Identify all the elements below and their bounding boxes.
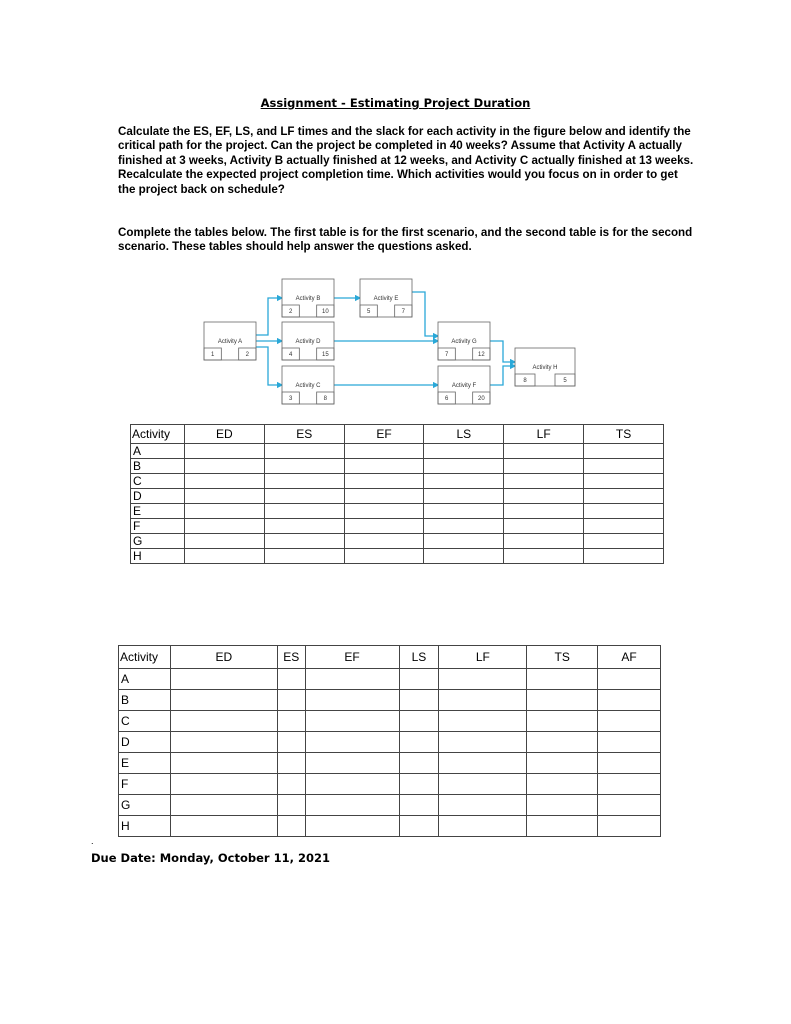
column-header: ES — [264, 425, 344, 444]
table-row — [119, 690, 661, 711]
input-cell-ts[interactable] — [584, 534, 664, 549]
activity-cell: D — [131, 489, 185, 504]
activity-cell: G — [131, 534, 185, 549]
table-row — [131, 519, 664, 534]
input-cell-es[interactable] — [277, 732, 305, 753]
input-cell-ef[interactable] — [305, 690, 399, 711]
input-cell-lf[interactable] — [439, 795, 527, 816]
input-cell-ls[interactable] — [424, 534, 504, 549]
scenario-2-table — [118, 645, 661, 837]
column-header: LF — [504, 425, 584, 444]
activity-node-d — [282, 322, 334, 360]
input-cell-ef[interactable] — [344, 444, 424, 459]
input-cell-ts[interactable] — [527, 795, 598, 816]
input-cell-ef[interactable] — [344, 519, 424, 534]
input-cell-lf[interactable] — [439, 690, 527, 711]
input-cell-ed[interactable] — [184, 444, 264, 459]
activity-label: Activity F — [451, 383, 477, 389]
input-cell-ef[interactable] — [344, 459, 424, 474]
activity-duration: 5 — [563, 378, 567, 384]
table-row — [131, 444, 664, 459]
input-cell-ls[interactable] — [424, 459, 504, 474]
input-cell-es[interactable] — [277, 774, 305, 795]
input-cell-ts[interactable] — [527, 732, 598, 753]
input-cell-ts[interactable] — [527, 669, 598, 690]
input-cell-ls[interactable] — [399, 774, 439, 795]
header-row — [131, 425, 664, 444]
activity-label: Activity D — [295, 339, 321, 345]
input-cell-ts[interactable] — [584, 519, 664, 534]
input-cell-ef[interactable] — [344, 504, 424, 519]
table-row — [131, 459, 664, 474]
activity-node-g — [438, 322, 490, 360]
activity-number: 3 — [288, 396, 293, 402]
instructions-paragraph: Calculate the ES, EF, LS, and LF times and the slack for each activity in the figure below and identify the critical path for the project. Can the project be completed in 40 weeks? Assume that Activity A actually finished at 3 weeks, Activity B actually finished at 12 weeks, and Activity C actually finished at 13 weeks. Recalculate the expected project completion time. Which activities would you focus on in order to get the project back on schedule? — [118, 125, 694, 196]
input-cell-ed[interactable] — [184, 489, 264, 504]
activity-duration: 8 — [323, 396, 328, 402]
table-row — [131, 489, 664, 504]
input-cell-ls[interactable] — [424, 489, 504, 504]
input-cell-ed[interactable] — [170, 732, 277, 753]
input-cell-af[interactable] — [598, 669, 661, 690]
activity-cell: H — [119, 816, 171, 837]
header-row — [119, 646, 661, 669]
input-cell-af[interactable] — [598, 816, 661, 837]
input-cell-ls[interactable] — [424, 474, 504, 489]
activity-number: 5 — [366, 309, 371, 315]
input-cell-lf[interactable] — [504, 519, 584, 534]
input-cell-ts[interactable] — [584, 489, 664, 504]
activity-node-a — [204, 322, 256, 360]
input-cell-ef[interactable] — [305, 753, 399, 774]
activity-number: 7 — [444, 352, 449, 358]
input-cell-af[interactable] — [598, 795, 661, 816]
activity-node-h — [515, 348, 575, 386]
table-row — [119, 669, 661, 690]
input-cell-af[interactable] — [598, 753, 661, 774]
activity-label: Activity B — [295, 296, 321, 302]
input-cell-ed[interactable] — [184, 549, 264, 564]
input-cell-ls[interactable] — [399, 711, 439, 732]
column-header: TS — [527, 646, 598, 669]
bullet: . — [91, 836, 94, 846]
input-cell-ts[interactable] — [527, 753, 598, 774]
input-cell-ls[interactable] — [424, 504, 504, 519]
arrow-a-b — [256, 298, 282, 335]
input-cell-ts[interactable] — [584, 444, 664, 459]
column-header: AF — [598, 646, 661, 669]
activity-node-f — [438, 366, 490, 404]
input-cell-ts[interactable] — [584, 474, 664, 489]
input-cell-es[interactable] — [264, 474, 344, 489]
column-header: EF — [305, 646, 399, 669]
input-cell-lf[interactable] — [439, 669, 527, 690]
input-cell-ed[interactable] — [170, 774, 277, 795]
input-cell-es[interactable] — [264, 534, 344, 549]
input-cell-es[interactable] — [277, 669, 305, 690]
activity-cell: F — [119, 774, 171, 795]
input-cell-lf[interactable] — [504, 474, 584, 489]
activity-cell: E — [131, 504, 185, 519]
table-row — [119, 795, 661, 816]
input-cell-lf[interactable] — [504, 549, 584, 564]
activity-node-b — [282, 279, 334, 317]
input-cell-ed[interactable] — [184, 504, 264, 519]
table-row — [119, 711, 661, 732]
table-row — [119, 753, 661, 774]
input-cell-es[interactable] — [277, 795, 305, 816]
column-header: ED — [170, 646, 277, 669]
activity-node-e — [360, 279, 412, 317]
activity-duration: 20 — [477, 396, 485, 402]
activity-cell: B — [131, 459, 185, 474]
network-diagram — [0, 0, 791, 420]
table-row — [131, 504, 664, 519]
input-cell-ls[interactable] — [424, 444, 504, 459]
arrow-f-h — [490, 366, 515, 385]
input-cell-ed[interactable] — [170, 816, 277, 837]
activity-cell: C — [119, 711, 171, 732]
activity-duration: 15 — [321, 352, 329, 358]
input-cell-ef[interactable] — [344, 489, 424, 504]
input-cell-ts[interactable] — [584, 549, 664, 564]
input-cell-ts[interactable] — [584, 504, 664, 519]
activity-label: Activity C — [295, 383, 321, 389]
input-cell-lf[interactable] — [439, 711, 527, 732]
input-cell-ef[interactable] — [344, 534, 424, 549]
input-cell-ef[interactable] — [305, 795, 399, 816]
input-cell-lf[interactable] — [504, 459, 584, 474]
column-header: TS — [584, 425, 664, 444]
input-cell-ed[interactable] — [170, 711, 277, 732]
column-header: ES — [277, 646, 305, 669]
input-cell-ef[interactable] — [305, 711, 399, 732]
input-cell-lf[interactable] — [504, 534, 584, 549]
table-row — [131, 549, 664, 564]
activity-label: Activity G — [451, 339, 477, 345]
table-row — [119, 774, 661, 795]
input-cell-ef[interactable] — [305, 816, 399, 837]
activity-label: Activity H — [532, 365, 558, 371]
input-cell-ts[interactable] — [527, 690, 598, 711]
input-cell-ls[interactable] — [399, 753, 439, 774]
input-cell-es[interactable] — [277, 690, 305, 711]
activity-cell: C — [131, 474, 185, 489]
activity-duration: 10 — [321, 309, 329, 315]
input-cell-ls[interactable] — [424, 549, 504, 564]
input-cell-ls[interactable] — [399, 816, 439, 837]
table-row — [131, 534, 664, 549]
activity-node-c — [282, 366, 334, 404]
input-cell-ef[interactable] — [344, 474, 424, 489]
input-cell-lf[interactable] — [504, 489, 584, 504]
input-cell-ef[interactable] — [305, 732, 399, 753]
activity-cell: G — [119, 795, 171, 816]
input-cell-lf[interactable] — [439, 816, 527, 837]
input-cell-ed[interactable] — [184, 474, 264, 489]
input-cell-ls[interactable] — [399, 690, 439, 711]
input-cell-ed[interactable] — [170, 669, 277, 690]
input-cell-es[interactable] — [264, 519, 344, 534]
activity-number: 2 — [288, 309, 293, 315]
input-cell-ts[interactable] — [527, 711, 598, 732]
input-cell-af[interactable] — [598, 774, 661, 795]
input-cell-es[interactable] — [277, 711, 305, 732]
column-header: LF — [439, 646, 527, 669]
input-cell-ts[interactable] — [527, 774, 598, 795]
input-cell-lf[interactable] — [504, 504, 584, 519]
activity-cell: H — [131, 549, 185, 564]
input-cell-af[interactable] — [598, 732, 661, 753]
table-row — [119, 732, 661, 753]
table-row — [131, 474, 664, 489]
input-cell-ed[interactable] — [170, 690, 277, 711]
input-cell-lf[interactable] — [439, 774, 527, 795]
due-date: Due Date: Monday, October 11, 2021 — [91, 851, 330, 865]
input-cell-es[interactable] — [264, 489, 344, 504]
input-cell-ls[interactable] — [399, 795, 439, 816]
input-cell-ef[interactable] — [305, 669, 399, 690]
activity-number: 8 — [523, 378, 527, 384]
activity-duration: 7 — [401, 309, 406, 315]
activity-cell: A — [131, 444, 185, 459]
input-cell-ed[interactable] — [184, 534, 264, 549]
input-cell-es[interactable] — [264, 459, 344, 474]
input-cell-ts[interactable] — [584, 459, 664, 474]
input-cell-ed[interactable] — [184, 519, 264, 534]
input-cell-ts[interactable] — [527, 816, 598, 837]
activity-label: Activity E — [373, 296, 399, 302]
input-cell-ef[interactable] — [344, 549, 424, 564]
activity-cell: B — [119, 690, 171, 711]
column-header: Activity — [119, 646, 171, 669]
page-title: Assignment - Estimating Project Duration — [260, 96, 531, 110]
input-cell-ed[interactable] — [184, 459, 264, 474]
input-cell-ls[interactable] — [399, 732, 439, 753]
input-cell-es[interactable] — [277, 816, 305, 837]
input-cell-ed[interactable] — [170, 795, 277, 816]
activity-duration: 2 — [245, 352, 250, 358]
column-header: LS — [399, 646, 439, 669]
column-header: EF — [344, 425, 424, 444]
activity-cell: A — [119, 669, 171, 690]
input-cell-ef[interactable] — [305, 774, 399, 795]
input-cell-es[interactable] — [264, 549, 344, 564]
column-header: LS — [424, 425, 504, 444]
input-cell-es[interactable] — [277, 753, 305, 774]
input-cell-af[interactable] — [598, 711, 661, 732]
activity-cell: D — [119, 732, 171, 753]
input-cell-af[interactable] — [598, 690, 661, 711]
scenario-1-table — [130, 424, 664, 564]
input-cell-lf[interactable] — [439, 753, 527, 774]
activity-number: 1 — [210, 352, 215, 358]
input-cell-es[interactable] — [264, 444, 344, 459]
input-cell-ls[interactable] — [424, 519, 504, 534]
input-cell-lf[interactable] — [504, 444, 584, 459]
input-cell-lf[interactable] — [439, 732, 527, 753]
tables-instructions: Complete the tables below. The first table is for the first scenario, and the second table is for the second scenario. These tables should help answer the questions asked. — [118, 226, 693, 254]
column-header: ED — [184, 425, 264, 444]
input-cell-es[interactable] — [264, 504, 344, 519]
table-row — [119, 816, 661, 837]
activity-number: 4 — [288, 352, 293, 358]
activity-label: Activity A — [217, 339, 243, 345]
activity-cell: E — [119, 753, 171, 774]
input-cell-ls[interactable] — [399, 669, 439, 690]
activity-number: 6 — [444, 396, 449, 402]
activity-cell: F — [131, 519, 185, 534]
input-cell-ed[interactable] — [170, 753, 277, 774]
arrow-g-h — [490, 341, 515, 362]
arrow-a-c — [256, 347, 282, 385]
activity-duration: 12 — [477, 352, 485, 358]
arrow-e-g — [412, 292, 438, 336]
column-header: Activity — [131, 425, 185, 444]
